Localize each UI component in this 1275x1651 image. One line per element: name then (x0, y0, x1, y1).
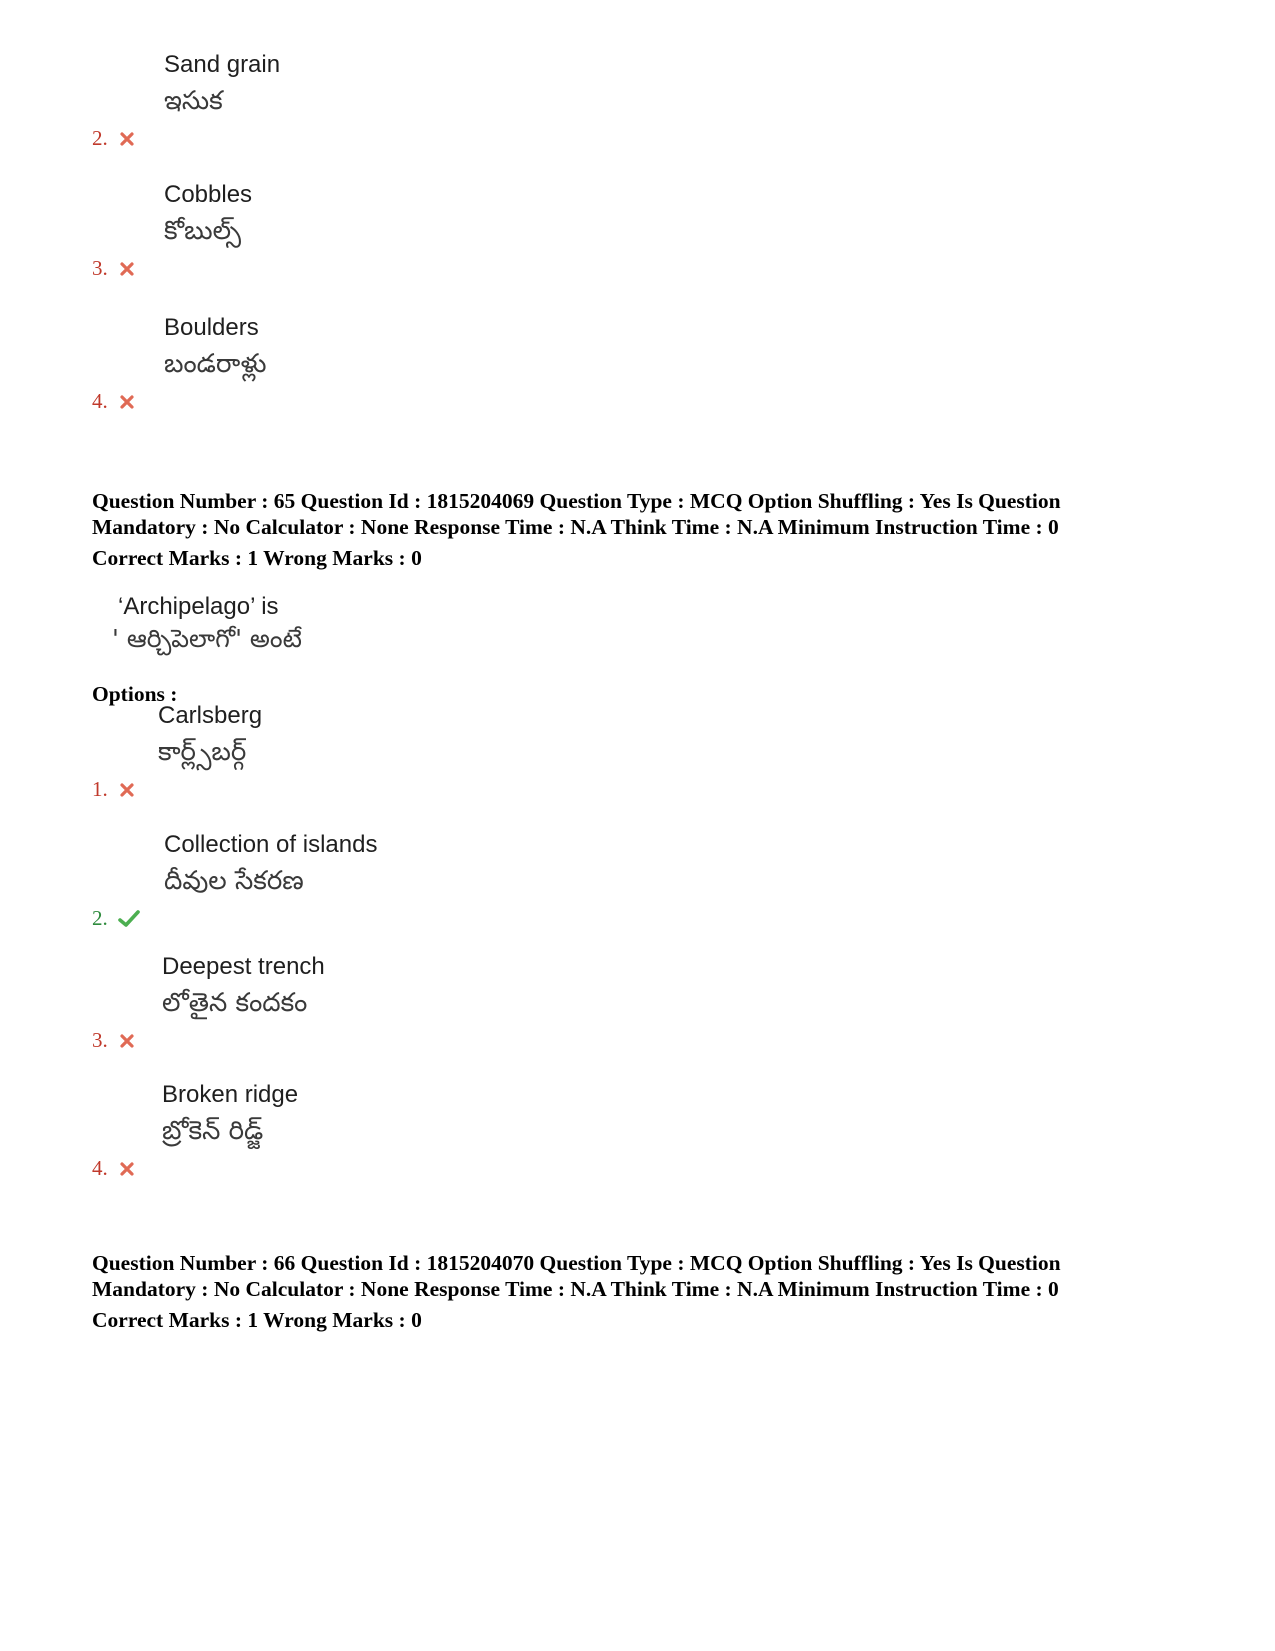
option-english: Cobbles (164, 181, 253, 208)
prev-option-4 (92, 313, 692, 413)
cross-icon (118, 1032, 136, 1050)
option-number: 2. (92, 906, 108, 930)
cross-icon (118, 130, 136, 148)
option-telugu: బ్రోకెన్ రిడ్జ్ (162, 1116, 264, 1146)
cross-icon (118, 260, 136, 278)
meta-line-2: Mandatory : No Calculator : None Response Time : N.A Think Time : N.A Minimum Instruction Time : 0 (92, 515, 1059, 539)
meta-line-2: Mandatory : No Calculator : None Response Time : N.A Think Time : N.A Minimum Instruction Time : 0 (92, 1277, 1059, 1301)
q65-option-4 (92, 1080, 692, 1180)
option-number: 2. (92, 126, 108, 150)
option-number: 3. (92, 256, 108, 280)
option-number: 3. (92, 1028, 108, 1052)
option-english: Deepest trench (162, 953, 325, 980)
option-telugu: కార్ల్స్‌బర్గ్ (158, 737, 247, 767)
question-telugu: ' ఆర్చిపెలాగో' అంటే (112, 624, 302, 653)
options-label: Options : (92, 682, 178, 706)
option-telugu: ఇసుక (164, 86, 223, 116)
marks-line: Correct Marks : 1 Wrong Marks : 0 (92, 1308, 422, 1332)
option-number: 4. (92, 389, 108, 413)
prev-option-2 (92, 50, 692, 150)
option-english: Boulders (164, 314, 259, 341)
question-english: ‘Archipelago’ is (118, 593, 279, 620)
question-65-meta (92, 488, 1192, 571)
prev-option-3 (92, 180, 692, 280)
cross-icon (118, 1160, 136, 1178)
check-icon (118, 910, 140, 928)
option-english: Carlsberg (158, 702, 263, 729)
option-telugu: బండరాళ్లు (164, 349, 267, 379)
option-english: Collection of islands (164, 831, 378, 858)
option-telugu: దీవుల సేకరణ (164, 866, 304, 896)
option-telugu: కోబుల్స్ (164, 216, 242, 246)
option-number: 4. (92, 1156, 108, 1180)
q65-option-1 (92, 701, 692, 801)
meta-line-1: Question Number : 66 Question Id : 1815204070 Question Type : MCQ Option Shuffling : Yes Is Question (92, 1251, 1061, 1275)
meta-line-1: Question Number : 65 Question Id : 1815204069 Question Type : MCQ Option Shuffling : Yes Is Question (92, 489, 1061, 513)
option-telugu: లోతైన కందకం (162, 988, 308, 1018)
cross-icon (118, 781, 136, 799)
option-number: 1. (92, 777, 108, 801)
question-65-text (112, 592, 302, 656)
option-english: Sand grain (164, 51, 281, 78)
q65-option-2 (92, 830, 692, 930)
marks-line: Correct Marks : 1 Wrong Marks : 0 (92, 546, 422, 570)
option-english: Broken ridge (162, 1081, 299, 1108)
cross-icon (118, 393, 136, 411)
question-66-meta (92, 1250, 1192, 1333)
q65-option-3 (92, 952, 692, 1052)
